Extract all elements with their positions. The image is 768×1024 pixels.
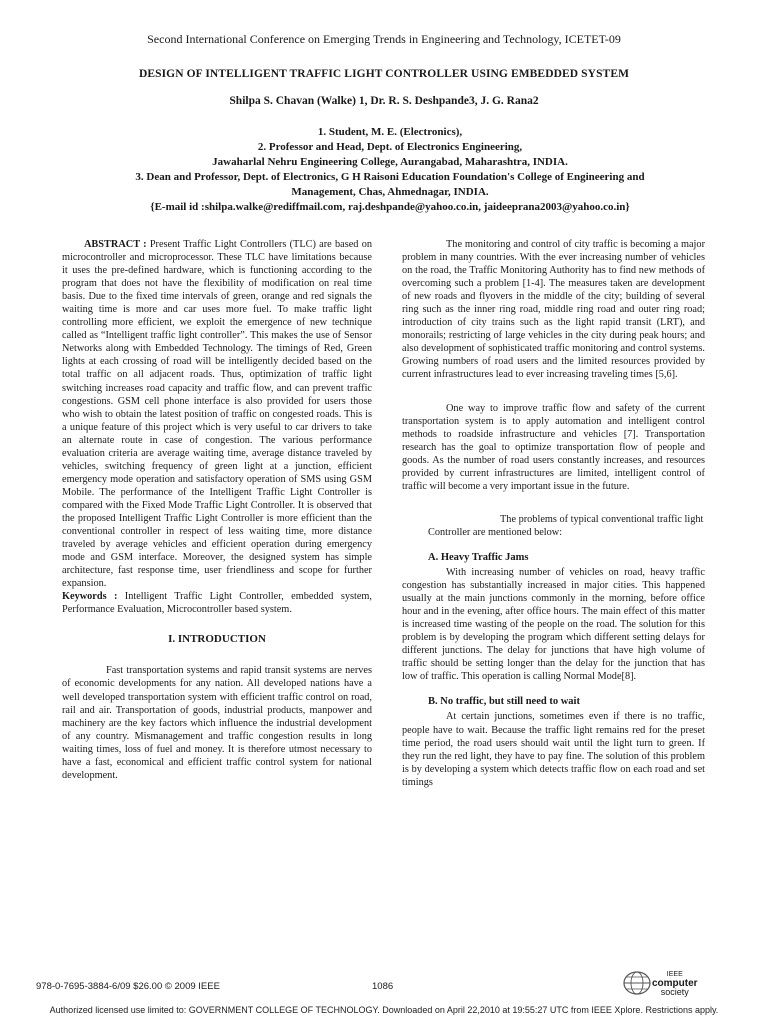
abstract-label: ABSTRACT : bbox=[84, 239, 147, 250]
right-column bbox=[402, 238, 705, 789]
affiliation-line: 3. Dean and Professor, Dept. of Electronics, G H Raisoni Education Foundation's College of Engineering and Management, Chas, Ahmednagar, INDIA. bbox=[135, 171, 645, 198]
ieee-logo-text bbox=[652, 970, 698, 997]
left-column bbox=[62, 238, 372, 782]
license-notice: Authorized licensed use limited to: GOVERNMENT COLLEGE OF TECHNOLOGY. Downloaded on April 22,2010 at 19:55:27 UTC from IEEE Xplore. Restrictions apply. bbox=[49, 1005, 719, 1015]
body-paragraph: The problems of typical conventional traffic light Controller are mentioned below: bbox=[428, 513, 704, 538]
keywords-label: Keywords : bbox=[62, 591, 118, 603]
ieee-logo-icon bbox=[622, 970, 652, 996]
ieee-computer-society-logo bbox=[622, 970, 722, 1000]
affiliations bbox=[120, 125, 660, 215]
page-number: 1086 bbox=[372, 981, 394, 992]
abstract-text: Present Traffic Light Controllers (TLC) are based on microcontroller and microprocessor. These TLC have limitations because it uses the pre-defined hardware, which is functioning according to the program that does not have the flexibility of modification on real time basis. Due to the fixed time intervals of green, orange and red signals the waiting time is more and car uses more fuel. To make traffic light controlling more efficient, we exploit the emergence of new technique called as “Intelligent traffic light controller”. This makes the use of Sensor Networks along with Embedded Technology. The timings of Red, Green lights at each crossing of road will be intelligently decided based on the total traffic on all adjacent roads. Thus, optimization of traffic light switching increases road capacity and traffic flow, and can prevent traffic congestions. GSM cell phone interface is also provided for users those who wish to obtain the latest position of traffic on congested roads. This is a unique feature of this project which is very useful to car drivers to take an alternate route in case of congestion. The various performance evaluation criteria are average waiting time, average distance traveled by vehicles, switching frequency of green light at a junction, efficient emergency mode operation and satisfactory operation of SMS using GSM Mobile. The performance of the Intelligent Traffic Light Controller is compared with the Fixed Mode Traffic Light Controller. It is observed that the proposed Intelligent Traffic Light Controller is more efficient than the conventional controller in respect of less waiting time, more distance traveled by average vehicles and efficient operation during emergency mode and GSM interface. Moreover, the designed system has simple architecture, fast response time, user friendliness and scope for further expansion. bbox=[62, 239, 372, 590]
affiliation-line: Jawaharlal Nehru Engineering College, Aurangabad, Maharashtra, INDIA. bbox=[212, 156, 568, 168]
paper-authors: Shilpa S. Chavan (Walke) 1, Dr. R. S. Deshpande3, J. G. Rana2 bbox=[229, 95, 539, 107]
logo-line: IEEE bbox=[666, 971, 683, 978]
subsection-heading-a: A. Heavy Traffic Jams bbox=[428, 551, 529, 563]
keywords-text: Intelligent Traffic Light Controller, embedded system, Performance Evaluation, Microcontroller based system. bbox=[62, 591, 372, 616]
subsection-a-text: With increasing number of vehicles on road, heavy traffic congestion has substantially increased in major cities. This happened usually at the main junctions commonly in the morning, before office hour and in the evening, after office hours. The main effect of this matter is increased time wasting of the people on the road. The solution for this problem is by developing the program which different setting delays for different junctions. The delay for junctions that have high volume of traffic should be setting longer than the delay for the junction that has low of traffic. This operation is calling Normal Mode[8]. bbox=[402, 566, 705, 683]
footer-isbn: 978-0-7695-3884-6/09 $26.00 © 2009 IEEE bbox=[36, 981, 220, 992]
subsection-b-text: At certain junctions, sometimes even if there is no traffic, people have to wait. Because the traffic light remains red for the preset time period, the road users should wait until the light turn to green. If they run the red light, they have to pay fine. The solution of this problem is by developing a system which detects traffic flow on each road and set timings bbox=[402, 711, 705, 788]
body-paragraph: The monitoring and control of city traffic is becoming a major problem in many countries. With the ever increasing number of vehicles on the road, the Traffic Monitoring Authority has to find new methods of overcoming such a problem [1-4]. The measures taken are development of new roads and flyovers in the middle of the city; building of several ring such as the inner ring road, middle ring road and outer ring road; introduction of city trains such as the light rapid transit (LRT), and monorails; restricting of large vehicles in the city during peak hours; and also development of sophisticated traffic monitoring and control systems. Growing numbers of road users and the limited resources provided by current infrastructures lead to ever increasing traveling times [5,6]. bbox=[402, 239, 705, 381]
affiliation-line: 1. Student, M. E. (Electronics), bbox=[317, 126, 463, 138]
abstract bbox=[62, 238, 372, 590]
paper-title: DESIGN OF INTELLIGENT TRAFFIC LIGHT CONTROLLER USING EMBEDDED SYSTEM bbox=[138, 68, 630, 80]
affiliation-line: 2. Professor and Head, Dept. of Electronics Engineering, bbox=[257, 141, 523, 153]
introduction-paragraph: Fast transportation systems and rapid transit systems are nerves of economic developments for any nation. All developed nations have a well developed transportation system with efficient traffic control on road, rail and air. Transportation of goods, industrial products, manpower and machinery are the key factors which influence the industrial development of any country. Mismanagement and traffic congestion results in long waiting times, loss of fuel and money. It is therefore utmost necessary to have a fast, economical and efficient traffic control system for national development. bbox=[62, 665, 372, 781]
subsection-heading-b: B. No traffic, but still need to wait bbox=[428, 696, 580, 708]
logo-line: society bbox=[660, 987, 689, 997]
email-line: {E-mail id :shilpa.walke@rediffmail.com, raj.deshpande@yahoo.co.in, jaideeprana2003@yahoo.co.in} bbox=[150, 201, 630, 213]
section-heading-introduction: I. INTRODUCTION bbox=[168, 633, 266, 646]
conference-header: Second International Conference on Emerging Trends in Engineering and Technology, ICETET-09 bbox=[147, 32, 621, 46]
keywords bbox=[62, 590, 372, 616]
body-paragraph: One way to improve traffic flow and safety of the current transportation system is to apply automation and intelligent control methods to roadside infrastructure and vehicles [7]. Transportation research has the goal to optimize transportation flow of people and goods. As the number of road users constantly increases, and resources provided by current infrastructures are limited, intelligent control of traffic will become a very important issue in the future. bbox=[402, 402, 705, 492]
logo-line: computer bbox=[652, 978, 698, 989]
